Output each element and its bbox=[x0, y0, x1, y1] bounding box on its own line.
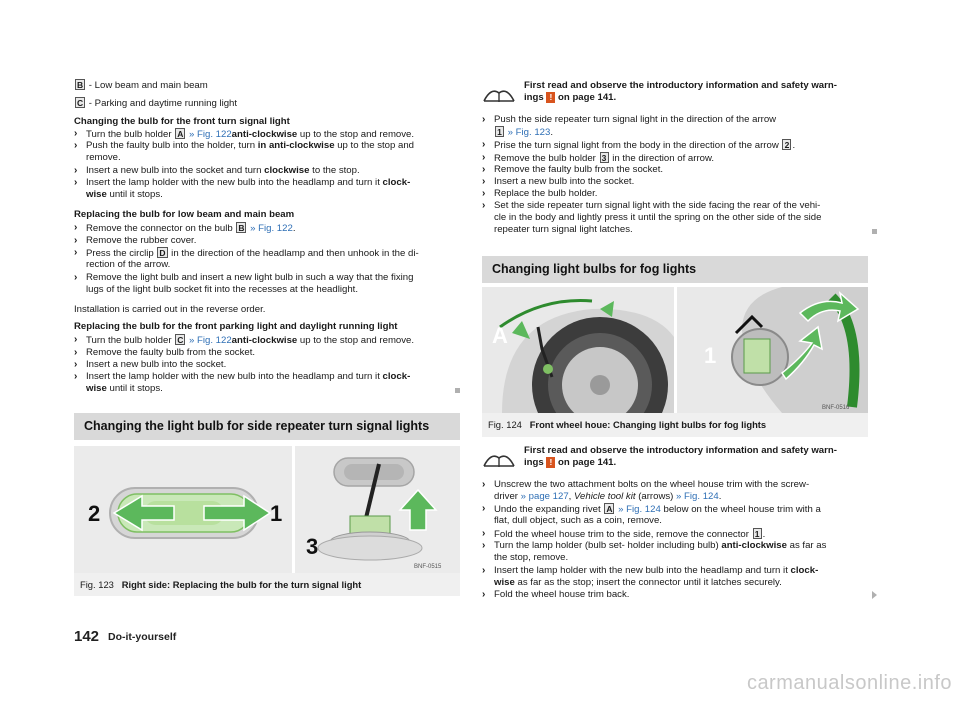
park-step-3: › Insert a new bulb into the socket. bbox=[74, 359, 227, 370]
repeater-step-1: › Push the side repeater turn signal light in the direction of the arrow bbox=[482, 114, 777, 125]
section-side-repeater: Changing the light bulb for side repeater turn signal lights bbox=[74, 413, 460, 440]
park-step-2: › Remove the faulty bulb from the socket. bbox=[74, 347, 256, 358]
chevron-icon: › bbox=[74, 371, 78, 382]
badge-1: 1 bbox=[753, 528, 762, 539]
svg-text:BNF-0515: BNF-0515 bbox=[414, 564, 442, 570]
figure-124 bbox=[482, 287, 868, 437]
chevron-icon: › bbox=[482, 200, 486, 211]
badge-c: C bbox=[77, 98, 84, 108]
section-fog-lights: Changing light bulbs for fog lights bbox=[482, 256, 868, 283]
page-number: 142 bbox=[74, 628, 100, 645]
legend-b-text: - Low beam and main beam bbox=[86, 80, 208, 91]
fig-124-link[interactable]: » Fig. 124 bbox=[615, 504, 661, 515]
repeater-step-4: › Remove the faulty bulb from the socket. bbox=[482, 164, 664, 175]
svg-text:3: 3 bbox=[306, 534, 319, 559]
chevron-icon: › bbox=[74, 359, 78, 370]
chevron-icon: › bbox=[74, 140, 78, 151]
chevron-icon: › bbox=[482, 528, 486, 539]
warning-icon: ! bbox=[546, 92, 555, 103]
fog-step-1: › Unscrew the two attachment bolts on the wheel house trim with the screw- bbox=[482, 479, 810, 490]
low-step-3-cont: rection of the arrow. bbox=[86, 259, 171, 270]
chevron-icon: › bbox=[74, 128, 78, 139]
figure-123 bbox=[74, 446, 460, 596]
chevron-icon: › bbox=[482, 164, 486, 175]
turn-step-1: › Turn the bulb holder A » Fig. 122anti-clockwise up to the stop and remove. bbox=[74, 128, 415, 140]
heading-front-turn-signal: Changing the bulb for the front turn signal light bbox=[74, 116, 290, 127]
chevron-icon: › bbox=[74, 247, 78, 258]
low-step-4: › Remove the light bulb and insert a new light bulb in such a way that the fixing bbox=[74, 272, 414, 283]
page-127-link[interactable]: » page 127 bbox=[520, 491, 569, 502]
svg-text:BNF-0516: BNF-0516 bbox=[822, 405, 850, 411]
chevron-icon: › bbox=[74, 235, 78, 246]
fog-step-5-cont: wise as far as the stop; insert the connector until it latches securely. bbox=[494, 577, 782, 588]
badge-d: D bbox=[159, 248, 166, 258]
warning-icon: ! bbox=[546, 457, 555, 468]
read-first-1-line1: First read and observe the introductory information and safety warn- bbox=[524, 80, 837, 91]
fog-light-illustration bbox=[482, 287, 868, 413]
figure-124-caption: Fig. 124 Front wheel houe: Changing light bulbs for fog lights bbox=[488, 419, 767, 430]
low-step-3: › Press the circlip D in the direction of the headlamp and then unhook in the di- bbox=[74, 247, 419, 259]
turn-step-2: › Push the faulty bulb into the holder, turn in anti-clockwise up to the stop and bbox=[74, 140, 415, 151]
badge-1: 1 bbox=[495, 126, 504, 137]
svg-text:1: 1 bbox=[704, 343, 717, 368]
repeater-step-7: › Set the side repeater turn signal light with the side facing the rear of the vehi- bbox=[482, 200, 821, 211]
fig-123-link[interactable]: » Fig. 123 bbox=[505, 127, 551, 138]
fog-step-4: › Turn the lamp holder (bulb set- holder including bulb) anti-clockwise as far as bbox=[482, 540, 827, 551]
repeater-step-1-cont: 1 » Fig. 123. bbox=[494, 126, 553, 139]
chevron-icon: › bbox=[482, 479, 486, 490]
svg-text:2: 2 bbox=[88, 501, 101, 526]
chevron-icon: › bbox=[74, 272, 78, 283]
continue-icon bbox=[872, 591, 877, 599]
turn-step-2-cont: remove. bbox=[86, 152, 121, 163]
badge-c: C bbox=[177, 335, 184, 345]
badge-2: 2 bbox=[782, 139, 791, 150]
repeater-step-6: › Replace the bulb holder. bbox=[482, 188, 598, 199]
chevron-icon: › bbox=[74, 165, 78, 176]
badge-3: 3 bbox=[600, 152, 609, 163]
repeater-step-7-cont2: repeater turn signal light latches. bbox=[494, 224, 633, 235]
fog-step-6: › Fold the wheel house trim back. bbox=[482, 589, 630, 600]
chevron-icon: › bbox=[482, 114, 486, 125]
repeater-step-5: › Insert a new bulb into the socket. bbox=[482, 176, 635, 187]
chevron-icon: › bbox=[482, 565, 486, 576]
park-step-4: › Insert the lamp holder with the new bulb into the headlamp and turn it clock- bbox=[74, 371, 411, 382]
legend-c bbox=[74, 97, 237, 110]
repeater-step-7-cont: cle in the body and lightly press it until the spring on the other side of the side bbox=[494, 212, 822, 223]
low-step-2: › Remove the rubber cover. bbox=[74, 235, 197, 246]
read-first-1-line2: ings ! on page 141. bbox=[524, 92, 617, 103]
fog-step-2-cont: flat, dull object, such as a coin, remove. bbox=[494, 515, 662, 526]
heading-low-beam: Replacing the bulb for low beam and main beam bbox=[74, 209, 295, 220]
figure-124-image bbox=[482, 287, 868, 413]
end-mark bbox=[455, 388, 460, 393]
badge-b: B bbox=[238, 223, 245, 233]
chevron-icon: › bbox=[482, 139, 486, 150]
fig-122-link[interactable]: » Fig. 122 bbox=[247, 223, 293, 234]
turn-step-4: › Insert the lamp holder with the new bulb into the headlamp and turn it clock- bbox=[74, 177, 411, 188]
chevron-icon: › bbox=[482, 152, 486, 163]
page-section: Do-it-yourself bbox=[108, 631, 177, 643]
badge-a: A bbox=[177, 129, 184, 139]
figure-123-image bbox=[74, 446, 460, 573]
install-note: Installation is carried out in the reverse order. bbox=[74, 304, 266, 315]
svg-text:1: 1 bbox=[270, 501, 283, 526]
legend-b bbox=[74, 79, 208, 92]
fog-step-3: › Fold the wheel house trim to the side, remove the connector 1 . bbox=[482, 528, 766, 540]
low-step-1: › Remove the connector on the bulb B » Fig. 122. bbox=[74, 222, 296, 234]
book-icon bbox=[482, 83, 516, 105]
end-mark bbox=[872, 229, 877, 234]
read-first-2-line1: First read and observe the introductory information and safety warn- bbox=[524, 445, 837, 456]
book-icon bbox=[482, 448, 516, 470]
park-step-4-cont: wise until it stops. bbox=[86, 383, 163, 394]
chevron-icon: › bbox=[482, 176, 486, 187]
fog-step-2: › Undo the expanding rivet A » Fig. 124 below on the wheel house trim with a bbox=[482, 503, 821, 515]
fig-124-link[interactable]: » Fig. 124 bbox=[676, 491, 719, 502]
chevron-icon: › bbox=[74, 222, 78, 233]
fig-122-link[interactable]: » Fig. 122 bbox=[186, 129, 232, 140]
chevron-icon: › bbox=[74, 334, 78, 345]
fog-step-1-cont: driver » page 127, Vehicle tool kit (arrows) » Fig. 124. bbox=[494, 491, 722, 502]
repeater-step-3: › Remove the bulb holder 3 in the direction of arrow. bbox=[482, 152, 715, 164]
fog-step-4-cont: the stop, remove. bbox=[494, 552, 569, 563]
watermark: carmanualsonline.info bbox=[746, 672, 952, 694]
svg-text:A: A bbox=[492, 323, 508, 348]
chevron-icon: › bbox=[482, 503, 486, 514]
chevron-icon: › bbox=[74, 347, 78, 358]
turn-step-3: › Insert a new bulb into the socket and turn clockwise to the stop. bbox=[74, 165, 360, 176]
heading-parking-light: Replacing the bulb for the front parking light and daylight running light bbox=[74, 321, 398, 332]
chevron-icon: › bbox=[482, 188, 486, 199]
fog-step-5: › Insert the lamp holder with the new bulb into the headlamp and turn it clock- bbox=[482, 565, 819, 576]
low-step-4-cont: lugs of the light bulb socket fit into the recesses at the headlight. bbox=[86, 284, 358, 295]
repeater-step-2: › Prise the turn signal light from the body in the direction of the arrow 2 . bbox=[482, 139, 796, 151]
read-first-2-line2: ings ! on page 141. bbox=[524, 457, 617, 468]
chevron-icon: › bbox=[482, 540, 486, 551]
chevron-icon: › bbox=[482, 589, 486, 600]
badge-a: A bbox=[606, 504, 613, 514]
chevron-icon: › bbox=[74, 177, 78, 188]
turn-step-4-cont: wise until it stops. bbox=[86, 189, 163, 200]
turn-signal-illustration bbox=[74, 446, 460, 573]
figure-123-caption: Fig. 123 Right side: Replacing the bulb for the turn signal light bbox=[80, 579, 362, 590]
fig-122-link[interactable]: » Fig. 122 bbox=[186, 335, 232, 346]
legend-c-text: - Parking and daytime running light bbox=[86, 98, 238, 109]
badge-b: B bbox=[77, 80, 84, 90]
park-step-1: › Turn the bulb holder C » Fig. 122anti-clockwise up to the stop and remove. bbox=[74, 334, 415, 346]
